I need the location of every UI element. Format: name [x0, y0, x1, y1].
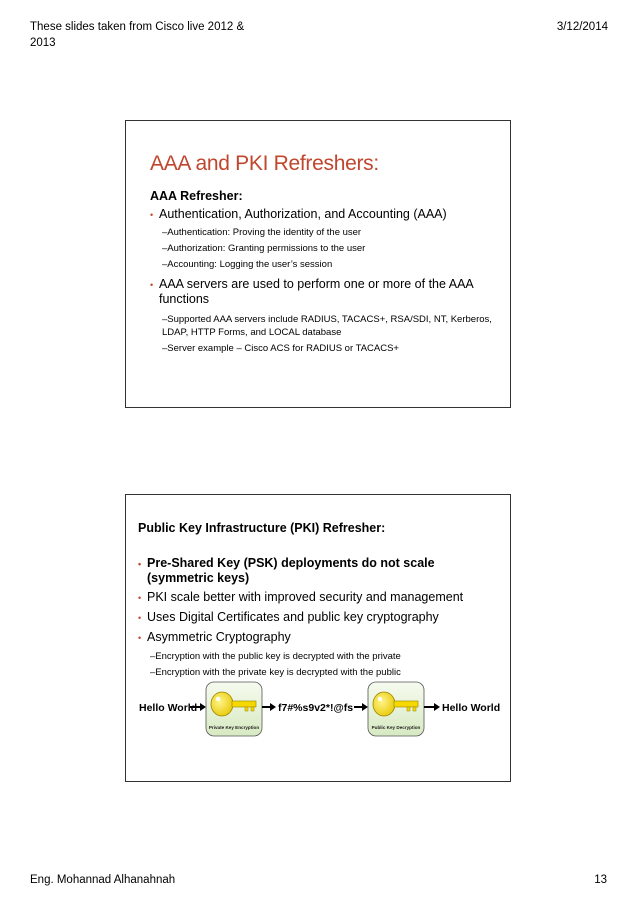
sub-bullet: –Authorization: Granting permissions to the user: [162, 243, 366, 254]
arrow-head-icon: [434, 703, 440, 711]
sub-bullet: –Authentication: Proving the identity of the user: [162, 227, 362, 238]
bullet-text: PKI scale better with improved security and management: [147, 590, 464, 604]
bullet-dot-icon: •: [138, 559, 142, 569]
bullet-text: Uses Digital Certificates and public key cryptography: [147, 610, 439, 624]
pki-encryption-diagram: [136, 681, 500, 741]
bullet-text: AAA servers are used to perform one or more of the AAA functions: [159, 277, 474, 306]
slide-body: [138, 556, 498, 682]
public-key-decryption-box: [368, 682, 424, 736]
slide-aaa-pki: [125, 120, 511, 408]
header-date: 3/12/2014: [556, 21, 608, 33]
bullet-text: Pre-Shared Key (PSK) deployments do not scale (symmetric keys): [147, 556, 435, 585]
arrow-head-icon: [362, 703, 368, 711]
bullet-text: Asymmetric Cryptography: [147, 630, 291, 644]
encryption-label: Private Key Encryption: [208, 725, 260, 730]
bullet-dot-icon: •: [138, 613, 142, 623]
bullet-dot-icon: •: [150, 280, 154, 290]
bullet-item: [138, 590, 498, 606]
sub-bullet: –Encryption with the public key is decrypted with the private: [150, 651, 401, 662]
slide-pki-refresher: [125, 494, 511, 782]
footer-author: Eng. Mohannad Alhanahnah: [30, 874, 176, 886]
ciphertext-label: f7#%s9v2*!@fs: [278, 702, 354, 714]
bullet-dot-icon: •: [138, 593, 142, 603]
bullet-text: Authentication, Authorization, and Accounting (AAA): [159, 207, 447, 221]
slide-title: Public Key Infrastructure (PKI) Refresher:: [138, 521, 386, 535]
decryption-label: Public Key Decryption: [371, 725, 421, 730]
bullet-item: [138, 630, 498, 646]
bullet-dot-icon: •: [150, 210, 154, 220]
plaintext-input-label: Hello World: [139, 702, 198, 714]
sub-bullet: –Accounting: Logging the user’s session: [162, 259, 333, 270]
header-source-note: These slides taken from Cisco live 2012 & 2013: [30, 21, 245, 49]
arrow-head-icon: [270, 703, 276, 711]
slide-body: [150, 189, 500, 358]
sub-bullet: –Server example – Cisco ACS for RADIUS or TACACS+: [162, 343, 399, 354]
bullet-item: [150, 207, 500, 223]
page-number: 13: [594, 874, 607, 886]
section-heading: AAA Refresher:: [150, 189, 243, 203]
plaintext-output-label: Hello World: [442, 702, 500, 714]
slide-title: AAA and PKI Refreshers:: [150, 152, 379, 175]
arrow-head-icon: [200, 703, 206, 711]
private-key-encryption-box: [206, 682, 262, 736]
sub-bullet: –Supported AAA servers include RADIUS, TACACS+, RSA/SDI, NT, Kerberos, LDAP, HTTP Forms, and LOCAL database: [162, 314, 492, 338]
bullet-item: [138, 556, 498, 586]
bullet-item: [138, 610, 498, 626]
bullet-item: [150, 277, 500, 307]
bullet-dot-icon: •: [138, 633, 142, 643]
sub-bullet: –Encryption with the private key is decrypted with the public: [150, 667, 401, 678]
